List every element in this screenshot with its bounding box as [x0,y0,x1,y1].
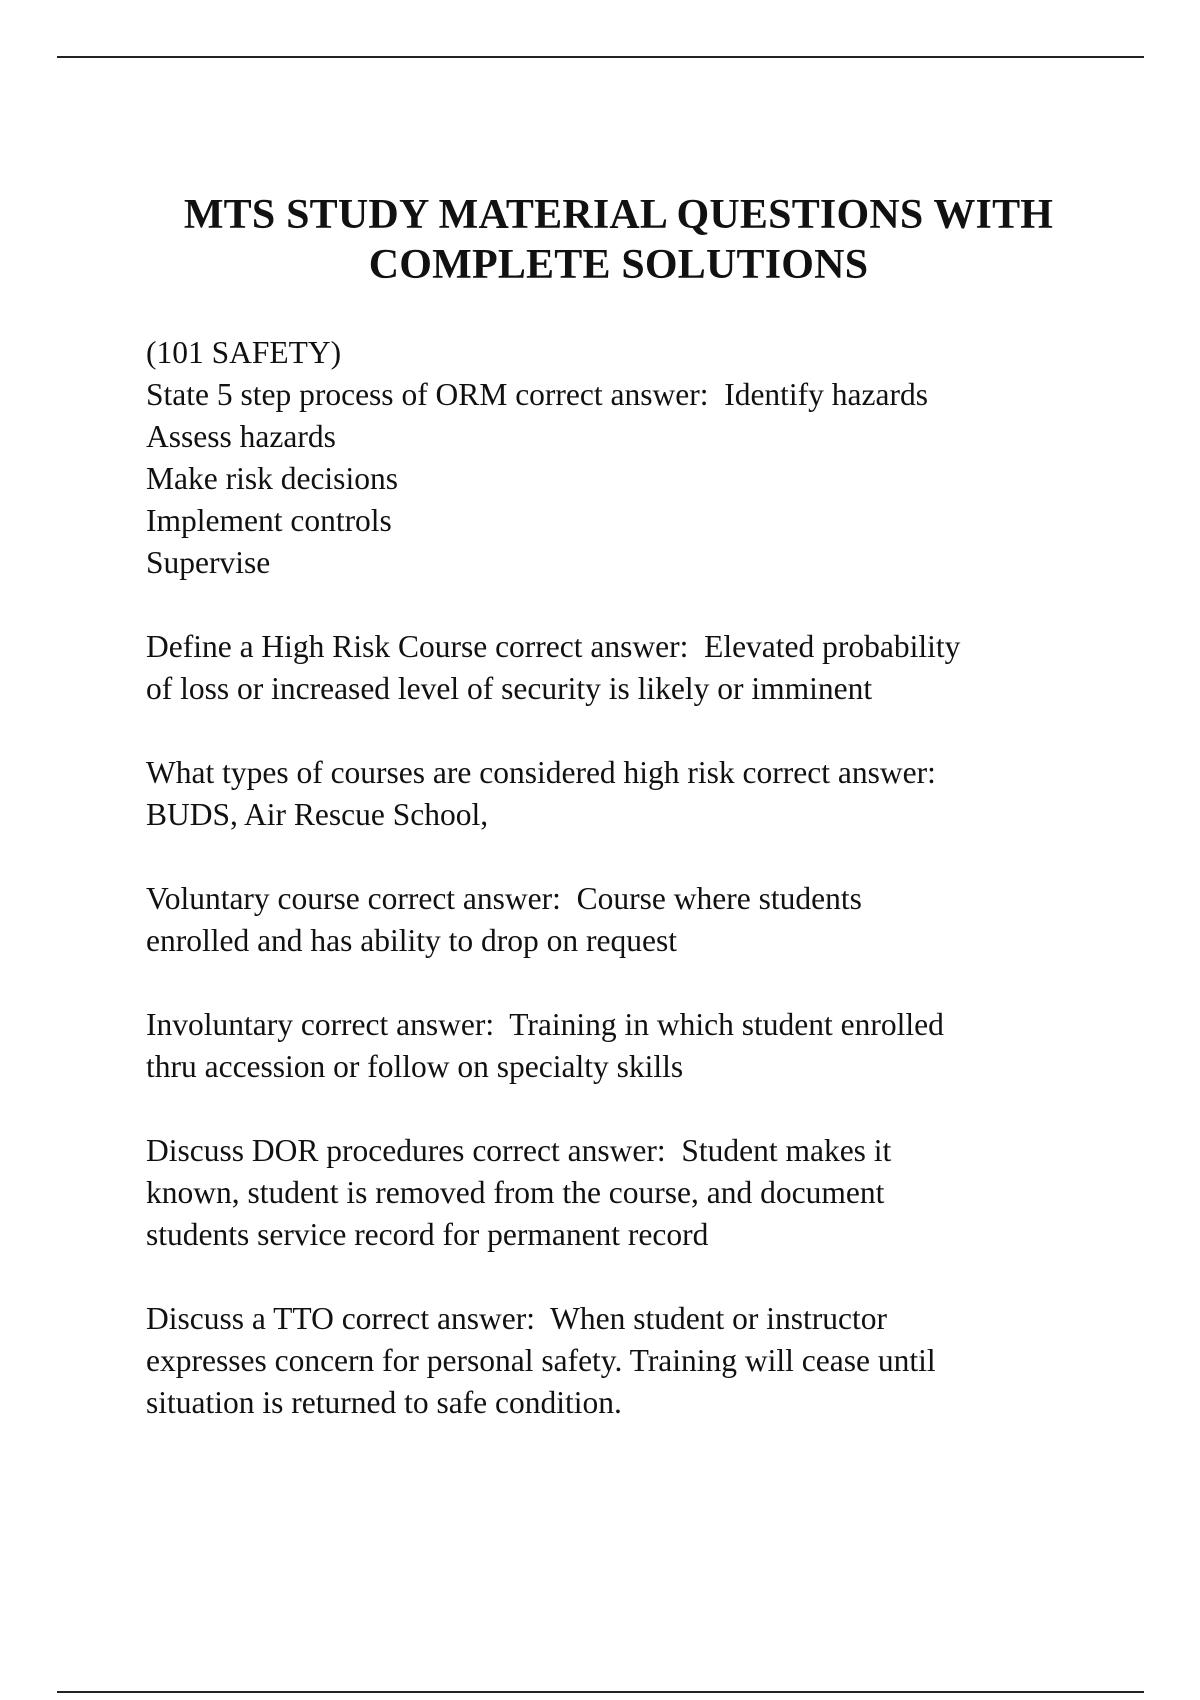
qa-entry-involuntary [146,1004,1106,1088]
page-title [120,190,1117,290]
entry-line: of loss or increased level of security is likely or imminent [146,671,873,706]
entry-line: Voluntary course correct answer: Course where students [146,881,862,916]
paragraph-gap [146,1256,1106,1298]
entry-line: What types of courses are considered high risk correct answer: [146,755,936,790]
entry-line: expresses concern for personal safety. Training will cease until [146,1343,936,1378]
entry-line: students service record for permanent record [146,1217,709,1252]
paragraph-gap [146,962,1106,1004]
qa-entry-orm-steps [146,374,1106,584]
paragraph-gap [146,1088,1106,1130]
document-body [146,332,1106,1424]
entry-line: Supervise [146,545,271,580]
qa-entry-tto [146,1298,1106,1424]
entry-line: BUDS, Air Rescue School, [146,797,489,832]
entry-line: Discuss DOR procedures correct answer: Student makes it [146,1133,892,1168]
entry-line: Define a High Risk Course correct answer: Elevated probability [146,629,961,664]
title-line-1: MTS STUDY MATERIAL QUESTIONS WITH [183,192,1054,238]
entry-line: Involuntary correct answer: Training in which student enrolled [146,1007,944,1042]
qa-entry-high-risk-course [146,626,1106,710]
qa-entry-voluntary-course [146,878,1106,962]
entry-line: known, student is removed from the course, and document [146,1175,885,1210]
entry-line: situation is returned to safe condition. [146,1385,622,1420]
entry-line: Discuss a TTO correct answer: When student or instructor [146,1301,887,1336]
entry-line: Assess hazards [146,419,336,454]
qa-entry-dor-procedures [146,1130,1106,1256]
qa-entry-high-risk-types [146,752,1106,836]
paragraph-gap [146,584,1106,626]
entry-line: State 5 step process of ORM correct answer: Identify hazards [146,377,928,412]
section-header: (101 SAFETY) [146,335,342,370]
entry-line: Make risk decisions [146,461,398,496]
entry-line: Implement controls [146,503,392,538]
entry-line: enrolled and has ability to drop on request [146,923,677,958]
paragraph-gap [146,710,1106,752]
paragraph-gap [146,836,1106,878]
bottom-divider [57,1691,1144,1693]
entry-line: thru accession or follow on specialty skills [146,1049,684,1084]
top-divider [57,56,1144,58]
title-line-2: COMPLETE SOLUTIONS [368,242,869,288]
